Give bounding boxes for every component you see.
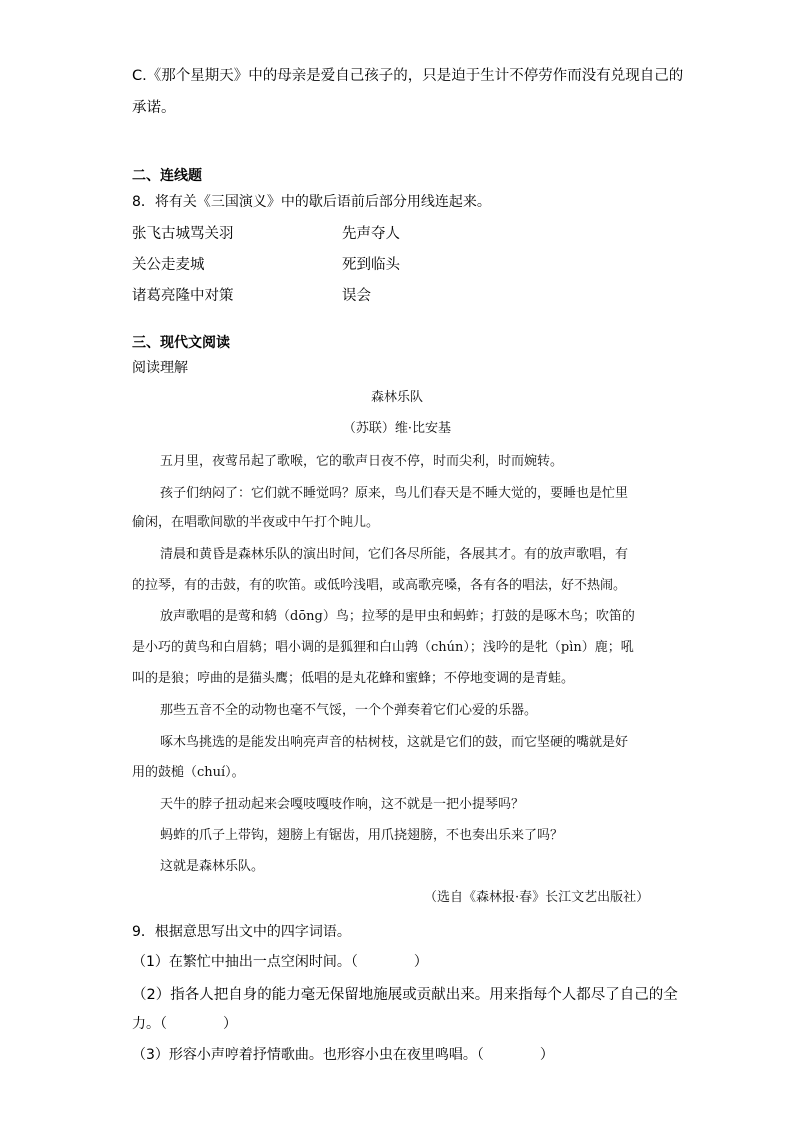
match-left-1: 张飞古城骂关羽 (132, 226, 234, 242)
section3-sub: 阅读理解 (132, 360, 188, 376)
match-right-1: 先声夺人 (342, 226, 400, 242)
q9-item-3: （3）形容小声哼着抒情歌曲。也形容小虫在夜里鸣唱。（ ） (132, 1047, 554, 1063)
article-para: 清晨和黄昏是森林乐队的演出时间，它们各尽所能，各展其才。有的放声歌唱，有 (160, 547, 629, 562)
match-right-3: 误会 (342, 288, 371, 304)
article-para: 天牛的脖子扭动起来会嘎吱嘎吱作响，这不就是一把小提琴吗？ (160, 797, 525, 812)
option-c-line2: 承诺。 (132, 100, 176, 116)
match-left-3: 诸葛亮隆中对策 (132, 288, 234, 304)
article-para: 用的鼓槌（chuí）。 (132, 765, 245, 780)
q9-item-2-cont: 力。（ ） (132, 1016, 237, 1032)
article-author: （苏联）维·比安基 (342, 421, 452, 436)
article-title: 森林乐队 (370, 390, 423, 405)
option-c-line1: C.《那个星期天》中的母亲是爱自己孩子的，只是迫于生计不停劳作而没有兑现自己的 (132, 68, 684, 84)
article-para: 放声歌唱的是莺和鸫（dōng）鸟；拉琴的是甲虫和蚂蚱；打鼓的是啄木鸟；吹笛的 (160, 609, 635, 624)
section2-heading: 二、连线题 (132, 168, 202, 184)
article-para: 叫的是狼；哼曲的是猫头鹰；低唱的是丸花蜂和蜜蜂；不停地变调的是青蛙。 (132, 671, 575, 686)
article-para: 偷闲，在唱歌间歇的半夜或中午打个盹儿。 (132, 515, 380, 530)
article-para: 五月里，夜莺吊起了歌喉，它的歌声日夜不停，时而尖利，时而婉转。 (160, 454, 564, 469)
article-para: 蚂蚱的爪子上带钩，翅膀上有锯齿，用爪挠翅膀，不也奏出乐来了吗？ (160, 828, 564, 843)
article-source: （选自《森林报·春》长江文艺出版社） (424, 890, 650, 905)
article-para: 那些五音不全的动物也毫不气馁，一个个弹奏着它们心爱的乐器。 (160, 703, 538, 718)
match-right-2: 死到临头 (342, 257, 400, 273)
question-8: 8．将有关《三国演义》中的歇后语前后部分用线连起来。 (132, 194, 491, 210)
q9-item-2: （2）指各人把自身的能力毫无保留地施展或贡献出来。用来指每个人都尽了自己的全 (132, 987, 678, 1003)
article-para: 这就是森林乐队。 (160, 859, 265, 874)
section3-heading: 三、现代文阅读 (132, 335, 230, 351)
question-9: 9．根据意思写出文中的四字词语。 (132, 924, 351, 940)
article-para: 啄木鸟挑选的是能发出响亮声音的枯树枝，这就是它们的鼓，而它坚硬的嘴就是好 (160, 735, 629, 750)
article-para: 是小巧的黄鸟和白眉鸫；唱小调的是狐狸和白山鹑（chún）；浅吟的是牝（pìn）鹿；吼 (132, 640, 634, 655)
q9-item-1: （1）在繁忙中抽出一点空闲时间。（ ） (132, 954, 428, 970)
article-para: 的拉琴，有的击鼓，有的吹笛。或低吟浅唱，或高歌亮嗓，各有各的唱法，好不热闹。 (132, 578, 627, 593)
article-para: 孩子们纳闷了：它们就不睡觉吗？原来，鸟儿们春天是不睡大觉的，要睡也是忙里 (160, 486, 629, 501)
match-left-2: 关公走麦城 (132, 257, 205, 273)
